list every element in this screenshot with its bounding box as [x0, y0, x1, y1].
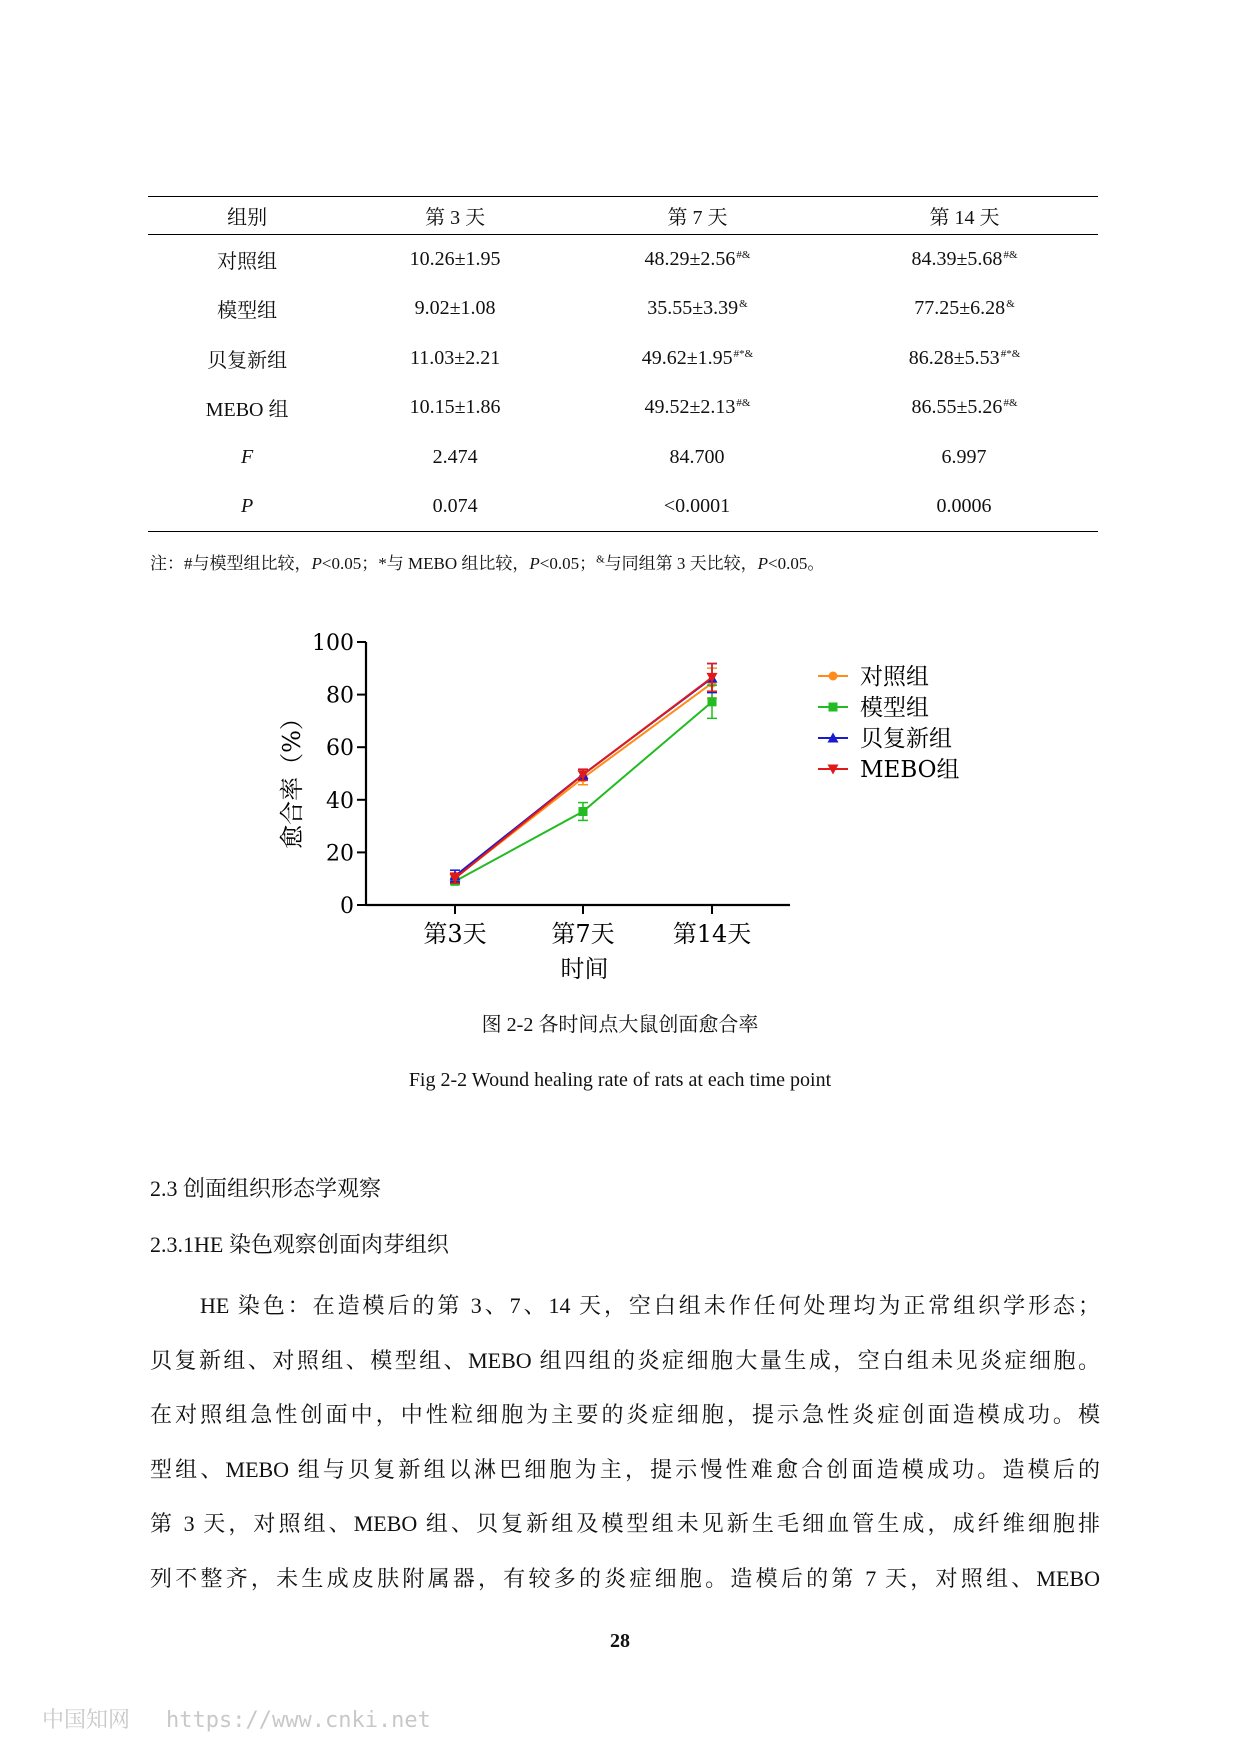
row-label: 对照组: [217, 251, 278, 273]
watermark: 中国知网 https://www.cnki.net: [42, 1708, 431, 1733]
legend-label: 模型组: [860, 695, 929, 721]
significance-mark: &: [739, 298, 748, 311]
page-number: 28: [610, 1630, 630, 1652]
y-tick-label: 0: [340, 894, 354, 919]
body-paragraph: [150, 1279, 1100, 1606]
significance-mark: #&: [1003, 397, 1018, 410]
significance-mark: #*&: [1000, 347, 1021, 360]
body-line: HE 染色：在造模后的第 3、7、14 天，空白组未作任何处理均为正常组织学形态；: [200, 1293, 1100, 1318]
significance-mark: &: [1006, 298, 1015, 311]
x-tick-label: 第14天: [672, 920, 752, 948]
cell-day7: 49.52±2.13#&: [644, 396, 751, 419]
header-day14: 第 14 天: [831, 197, 1098, 235]
table-row: [148, 334, 1098, 384]
figure-caption-en: Fig 2-2 Wound healing rate of rats at each time point: [408, 1069, 832, 1091]
header-day7: 第 7 天: [564, 197, 831, 235]
row-label: P: [148, 482, 346, 532]
cell-day14: 86.28±5.53#*&: [908, 346, 1021, 369]
data-point: [579, 807, 588, 816]
cell-day3: 0.074: [346, 482, 564, 532]
legend-label: 对照组: [860, 664, 929, 690]
legend-marker: [829, 703, 838, 712]
row-label: F: [240, 445, 254, 468]
table-note: 注：#与模型组比较，P<0.05；*与 MEBO 组比较，P<0.05；&与同组第 3 天比较，P<0.05。: [150, 553, 825, 573]
table-row: [148, 284, 1098, 334]
row-label: MEBO 组: [205, 399, 289, 422]
table-header-row: [148, 197, 1098, 235]
cell-day14: 6.997: [941, 445, 987, 468]
cell-day14: 77.25±6.28&: [914, 297, 1015, 320]
cell-day14: 84.39±5.68#&: [911, 248, 1018, 270]
legend-label: MEBO组: [860, 757, 960, 783]
x-tick-label: 第7天: [551, 920, 615, 948]
significance-mark: #&: [736, 249, 751, 261]
y-axis-label: 愈合率（%）: [278, 706, 306, 849]
header-group: 组别: [148, 197, 346, 235]
data-point: [708, 697, 717, 706]
x-axis-label: 时间: [560, 955, 609, 983]
significance-mark: #&: [1003, 249, 1018, 261]
row-label: 模型组: [217, 300, 278, 323]
series-line: [455, 702, 712, 881]
cell-day3: 11.03±2.21: [409, 346, 501, 369]
cell-day3: 2.474: [432, 445, 478, 468]
cell-day14: 0.0006: [831, 482, 1098, 532]
figure-caption-cn: 图 2-2 各时间点大鼠创面愈合率: [481, 1014, 759, 1036]
row-label: 贝复新组: [207, 349, 288, 372]
table-row: [148, 383, 1098, 433]
y-tick-label: 40: [326, 788, 354, 814]
cell-day7: 49.62±1.95#*&: [641, 346, 754, 369]
significance-mark: #*&: [733, 347, 754, 360]
subsection-heading: 2.3.1HE 染色观察创面肉芽组织: [150, 1232, 449, 1257]
table-row: [148, 235, 1098, 285]
cell-day7: 35.55±3.39&: [647, 297, 748, 320]
legend-label: 贝复新组: [860, 726, 952, 752]
cell-day3: 9.02±1.08: [414, 297, 496, 320]
y-tick-label: 20: [326, 841, 354, 867]
results-table: [148, 196, 1098, 532]
body-line: 在对照组急性创面中，中性粒细胞为主要的炎症细胞，提示急性炎症创面造模成功。模: [150, 1402, 1100, 1427]
cell-day3: 10.26±1.95: [409, 248, 501, 270]
y-tick-label: 100: [312, 631, 354, 656]
healing-rate-chart: [270, 620, 1010, 990]
section-heading: 2.3 创面组织形态学观察: [150, 1176, 382, 1201]
significance-mark: #&: [736, 397, 751, 410]
body-line: 贝复新组、对照组、模型组、MEBO 组四组的炎症细胞大量生成，空白组未见炎症细胞。: [150, 1347, 1100, 1373]
cell-day14: 86.55±5.26#&: [911, 396, 1018, 419]
body-line: 第 3 天，对照组、MEBO 组、贝复新组及模型组未见新生毛细血管生成，成纤维细胞排: [150, 1511, 1100, 1536]
y-tick-label: 80: [326, 683, 354, 709]
x-tick-label: 第3天: [423, 920, 487, 948]
cell-day7: 48.29±2.56#&: [644, 248, 751, 270]
table-row: [148, 482, 1098, 532]
cell-day7: 84.700: [669, 445, 725, 468]
y-tick-label: 60: [326, 736, 354, 762]
header-day3: 第 3 天: [346, 197, 564, 235]
table-row: [148, 433, 1098, 483]
body-line: 型组、MEBO 组与贝复新组以淋巴细胞为主，提示慢性难愈合创面造模成功。造模后的: [150, 1456, 1100, 1482]
legend-marker: [829, 672, 838, 681]
body-line: 列不整齐，未生成皮肤附属器，有较多的炎症细胞。造模后的第 7 天，对照组、MEBO: [150, 1565, 1100, 1591]
cell-day7: <0.0001: [564, 482, 831, 532]
cell-day3: 10.15±1.86: [409, 396, 501, 419]
